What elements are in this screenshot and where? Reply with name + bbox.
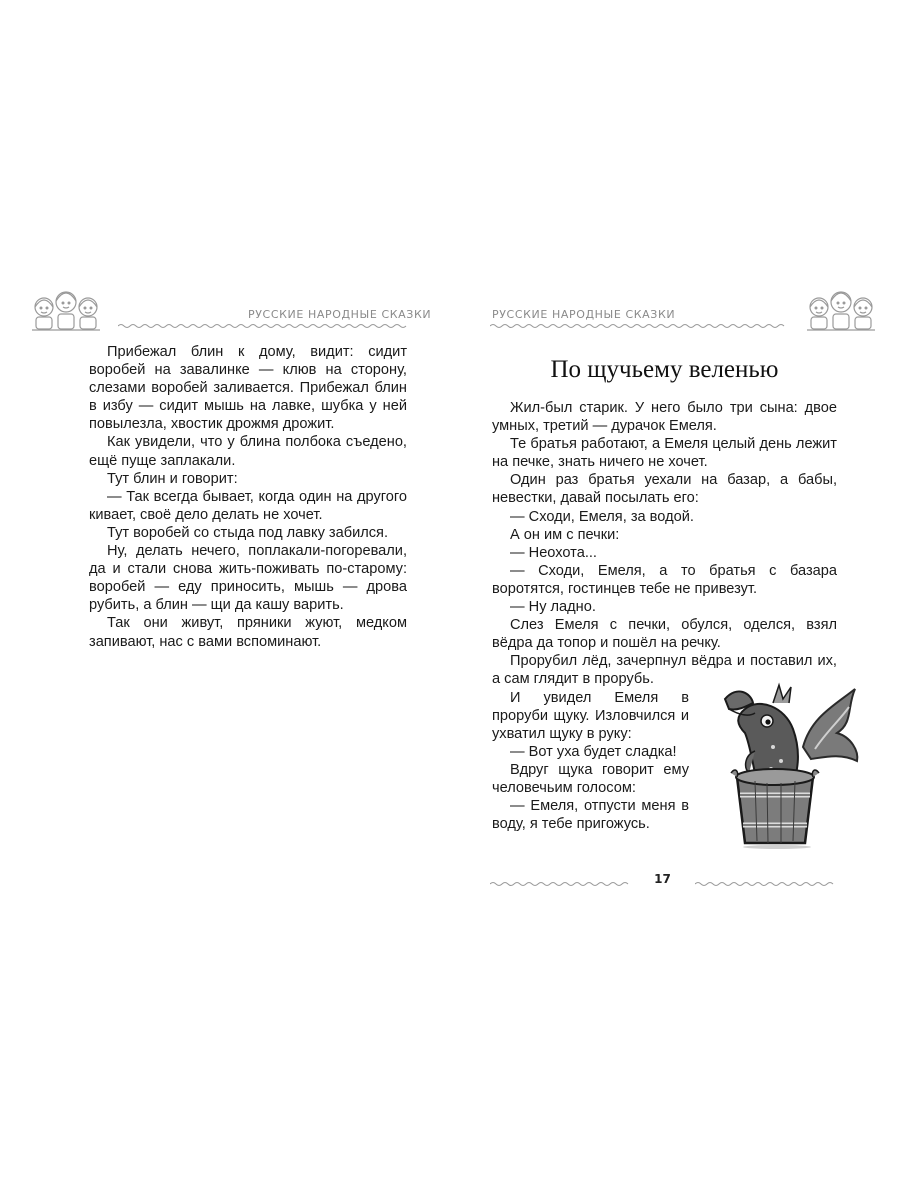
paragraph: Один раз братья уехали на базар, а бабы, невестки, давай посылать его:: [492, 472, 837, 507]
pike-in-bucket-illustration: [715, 677, 865, 849]
paragraph: — Так всегда бывает, когда один на другого кивает, своё дело делать не хочет.: [89, 488, 407, 523]
wave-ornament: [490, 322, 786, 330]
paragraph: Тут воробей со стыда под лавку забился.: [107, 524, 389, 541]
paragraph: Слез Емеля с печки, обулся, оделся, взял вёдра да топор и пошёл на речку.: [492, 617, 837, 652]
paragraph: — Неохота...: [510, 544, 597, 561]
paragraph: — Сходи, Емеля, за водой.: [510, 508, 694, 525]
paragraph: Вдруг щука говорит ему человечьим голосом:: [492, 761, 689, 796]
paragraph: Ну, делать нечего, поплакали-погоревали, да и стали снова жить-поживать по-старому: воробей — еду приносить, мышь — дрова рубить, а блин — щи да кашу варить.: [89, 543, 407, 614]
page-number: 17: [654, 872, 671, 886]
paragraph: Те братья работают, а Емеля целый день лежит на печке, знать ничего не хочет.: [492, 436, 837, 471]
paragraph: И увидел Емеля в проруби щуку. Изловчился и ухватил щуку в руку:: [492, 689, 689, 742]
paragraph: Тут блин и говорит:: [107, 470, 238, 487]
paragraph: — Вот уха будет сладка!: [510, 743, 677, 760]
paragraph: Прибежал блин к дому, видит: сидит воробей на завалинке — клюв на сторону, слезами воробей заливается. Прибежал блин в избу — сидит мышь на лавке, шубка у ней повылезла, хвостик дрожмя дрожит.: [89, 344, 407, 433]
paragraph: — Емеля, отпусти меня в воду, я тебе пригожусь.: [492, 798, 689, 833]
paragraph: Прорубил лёд, зачерпнул вёдра и поставил их, а сам глядит в прорубь.: [492, 653, 837, 688]
paragraph: Жил-был старик. У него было три сына: двое умных, третий — дурачок Емеля.: [492, 400, 837, 435]
children-faces-icon: [805, 287, 877, 333]
running-head: РУССКИЕ НАРОДНЫЕ СКАЗКИ: [492, 308, 676, 321]
folio: [490, 872, 835, 892]
children-faces-icon: [30, 287, 102, 333]
wave-ornament: [118, 322, 408, 330]
running-head: РУССКИЕ НАРОДНЫЕ СКАЗКИ: [248, 308, 432, 321]
left-page-text: [89, 343, 407, 651]
right-page: [450, 0, 900, 1200]
paragraph: — Ну ладно.: [510, 599, 596, 616]
paragraph: Так они живут, пряники жуют, медком запивают, нас с вами вспоминают.: [89, 615, 407, 650]
wave-ornament: [695, 880, 835, 888]
paragraph: — Сходи, Емеля, а то братья с базара воротятся, гостинцев тебе не привезут.: [492, 562, 837, 597]
story-title: По щучьему веленью: [550, 356, 779, 383]
paragraph: Как увидели, что у блина полбока съедено, ещё пуще заплакали.: [89, 434, 407, 469]
paragraph: А он им с печки:: [510, 526, 620, 543]
